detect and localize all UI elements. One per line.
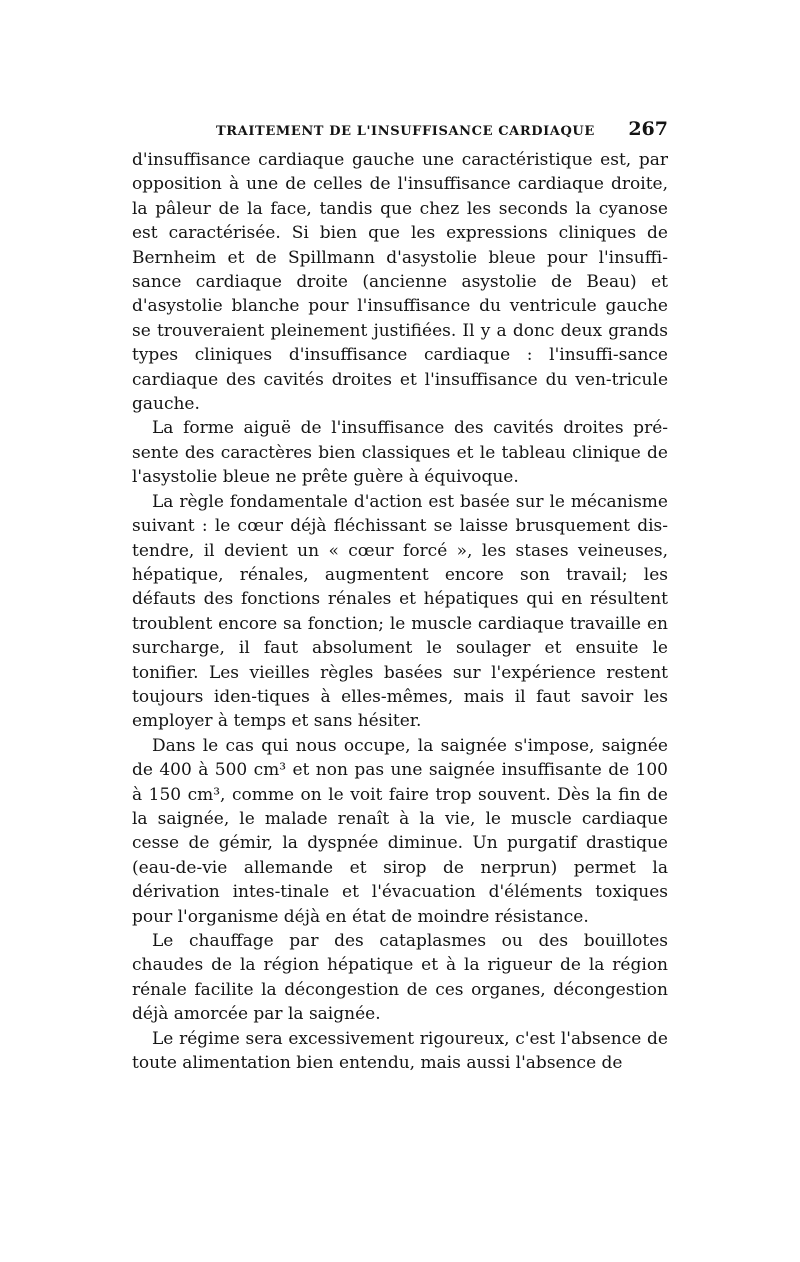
paragraph-diet: Le régime sera excessivement rigoureux, c'est l'absence de toute alimentation bien entendu, mais aussi l'absence de [132, 1028, 668, 1074]
paragraph-heating: Le chauffage par des cataplasmes ou des bouillotes chaudes de la région hépatique et à la rigueur de la région rénale facilite la décongestion de ces organes, décongestion déjà amorcée par la saignée. [132, 931, 668, 1025]
paragraph-fundamental-rule: La règle fondamentale d'action est basée sur le mécanisme suivant : le cœur déjà fléchissant se laisse brusquement dis-tendre, il devient un « cœur forcé », les stases veineuses, hépatique, rénales, augmentent encore son travail; les défauts des fonctions rénales et hépatiques qui en résultent troublent encore sa fonction; le muscle cardiaque travaille en surcharge, il faut absolument le soulager et ensuite le tonifier. Les vieilles règles basées sur l'expérience restent toujours iden-tiques à elles-mêmes, mais il faut savoir les employer à temps et sans hésiter. [132, 491, 668, 732]
paragraph-continuation: d'insuffisance cardiaque gauche une caractéristique est, par opposition à une de celles de l'insuffisance cardiaque droite, la pâleur de la face, tandis que chez les seconds la cyanose est caractérisée. Si bien que les expressions cliniques de Bernheim et de Spillmann d'asystolie bleue pour l'insuffi-sance cardiaque droite (ancienne asystolie de Beau) et d'asystolie blanche pour l'insuffisance du ventricule gauche se trouveraient pleinement justifiées. Il y a donc deux grands types cliniques d'insuffisance cardiaque : l'insuffi-sance cardiaque des cavités droites et l'insuffisance du ven-tricule gauche. [132, 150, 668, 415]
paragraph-acute-form: La forme aiguë de l'insuffisance des cavités droites pré-sente des caractères bien classiques et le tableau clinique de l'asystolie bleue ne prête guère à équivoque. [132, 418, 668, 488]
paragraph-bloodletting: Dans le cas qui nous occupe, la saignée s'impose, saignée de 400 à 500 cm³ et non pas une saignée insuffisante de 100 à 150 cm³, comme on le voit faire trop souvent. Dès la fin de la saignée, le malade renaît à la vie, le muscle cardiaque cesse de gémir, la dyspnée diminue. Un purgatif drastique (eau-de-vie allemande et sirop de nerprun) permet la dérivation intes-tinale et l'évacuation d'éléments toxiques pour l'organisme déjà en état de moindre résistance. [132, 735, 668, 927]
page-number: 267 [628, 118, 668, 140]
body-text [132, 148, 668, 1075]
running-title: TRAITEMENT DE L'INSUFFISANCE CARDIAQUE [216, 124, 595, 139]
running-head [132, 118, 668, 140]
